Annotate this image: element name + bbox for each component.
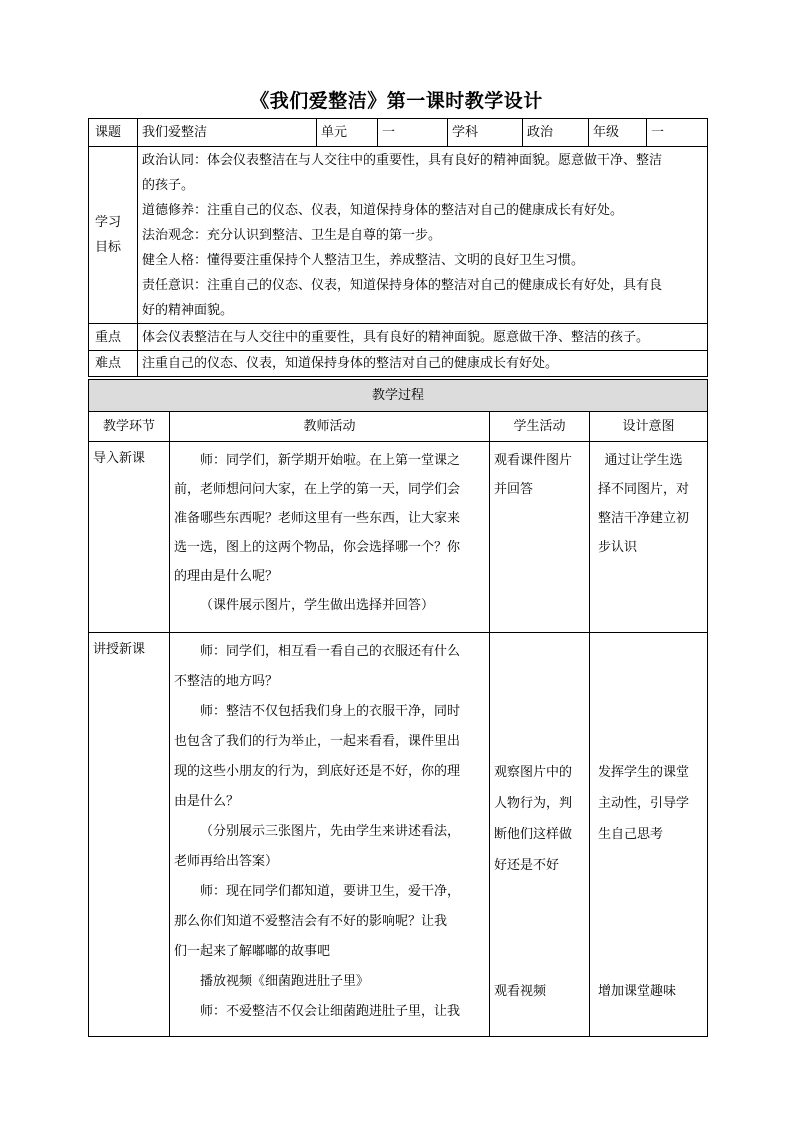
section1-intent	[590, 442, 708, 633]
process-header: 教学过程	[89, 380, 708, 412]
section2-row	[89, 633, 708, 1037]
key-point-label: 重点	[89, 324, 138, 351]
student-line: 好还是不好	[494, 858, 560, 873]
teacher-line: 那么你们知道不爱整洁会有不好的影响呢？让我	[174, 914, 448, 929]
difficulty-row	[89, 351, 708, 377]
teacher-line: 前，老师想问问大家，在上学的第一天，同学们会	[174, 482, 461, 497]
col-intent-header: 设计意图	[590, 412, 708, 442]
section1-stage: 导入新课	[89, 442, 170, 633]
teacher-line: 师：现在同学们都知道，要讲卫生，爱干净，	[200, 884, 461, 899]
teacher-line: 师：同学们，相互看一看自己的衣服还有什么	[200, 644, 461, 659]
column-header-row	[89, 412, 708, 442]
objectives-label-line1: 学习	[95, 215, 122, 230]
header-row	[89, 119, 708, 147]
intent-line: 生自己思考	[598, 827, 664, 842]
section2-teacher	[170, 633, 490, 1037]
intent-line: 择不同图片，对	[598, 482, 690, 497]
spacer	[494, 881, 585, 977]
teacher-line: 选一选，图上的这两个物品，你会选择哪一个？你	[174, 540, 461, 555]
objective-line: 政治认同：体会仪表整洁在与人交往中的重要性，具有良好的精神面貌。愿意做干净、整洁	[142, 152, 663, 168]
teacher-line: 不整洁的地方吗？	[174, 674, 279, 689]
student-line: 并回答	[494, 482, 534, 497]
section2-stage: 讲授新课	[89, 633, 170, 1037]
section2-student	[490, 633, 590, 1037]
key-point-row	[89, 324, 708, 351]
student-line: 观看课件图片	[494, 453, 573, 468]
col-stage-header: 教学环节	[89, 412, 170, 442]
objectives-row	[89, 147, 708, 324]
objective-line: 道德修养：注重自己的仪态、仪表，知道保持身体的整洁对自己的健康成长有好处。	[142, 202, 624, 218]
key-point-text: 体会仪表整洁在与人交往中的重要性，具有良好的精神面貌。愿意做干净、整洁的孩子。	[138, 324, 708, 351]
intent-line: 发挥学生的课堂	[598, 765, 690, 780]
intent-line: 主动性，引导学	[598, 796, 690, 811]
teacher-line: 现的这些小朋友的行为，到底好还是不好，你的理	[174, 764, 461, 779]
student-video: 观看视频	[494, 984, 547, 999]
spacer	[598, 850, 703, 977]
teacher-line: 由是什么？	[174, 794, 240, 809]
teacher-line: 的理由是什么呢？	[174, 569, 279, 584]
topic-value: 我们爱整洁	[138, 119, 317, 147]
subject-value: 政治	[523, 119, 589, 147]
objectives-content	[138, 147, 708, 324]
info-table	[88, 118, 707, 377]
intent-line: 步认识	[598, 540, 638, 555]
teacher-line: 老师再给出答案）	[174, 854, 279, 869]
teacher-line: 师：整洁不仅包括我们身上的衣服干净，同时	[200, 704, 461, 719]
objective-line: 法治观念：充分认识到整洁、卫生是自尊的第一步。	[142, 227, 442, 243]
intent-line: 通过让学生选	[604, 453, 683, 468]
process-table	[88, 379, 707, 1037]
section1-student	[490, 442, 590, 633]
difficulty-text: 注重自己的仪态、仪表，知道保持身体的整洁对自己的健康成长有好处。	[138, 351, 708, 377]
teacher-line: （课件展示图片，学生做出选择并回答）	[200, 598, 435, 613]
page-title: 《我们爱整洁》第一课时教学设计	[250, 90, 543, 112]
objective-line: 的孩子。	[142, 177, 195, 193]
section2-intent	[590, 633, 708, 1037]
student-line: 人物行为，判	[494, 796, 573, 811]
objectives-label	[89, 147, 138, 324]
teacher-line: 也包含了我们的行为举止，一起来看看，课件里出	[174, 734, 461, 749]
spacer	[598, 637, 703, 757]
student-line: 观察图片中的	[494, 765, 573, 780]
unit-label: 单元	[317, 119, 378, 147]
section1-row	[89, 442, 708, 633]
grade-value: 一	[647, 119, 708, 147]
teacher-line: 们一起来了解嘟嘟的故事吧	[174, 944, 331, 959]
subject-label: 学科	[448, 119, 523, 147]
process-header-row	[89, 380, 708, 412]
unit-value: 一	[378, 119, 448, 147]
teacher-line: 播放视频《细菌跑进肚子里》	[200, 974, 370, 989]
objectives-label-line2: 目标	[95, 240, 122, 255]
spacer	[494, 637, 585, 757]
intent-video: 增加课堂趣味	[598, 984, 677, 999]
teacher-line: 师：不爱整洁不仅会让细菌跑进肚子里，让我	[200, 1004, 461, 1019]
col-student-header: 学生活动	[490, 412, 590, 442]
objective-line: 好的精神面貌。	[142, 302, 234, 318]
teacher-line: （分别展示三张图片，先由学生来讲述看法，	[200, 824, 461, 839]
difficulty-label: 难点	[89, 351, 138, 377]
teacher-line: 准备哪些东西呢？老师这里有一些东西，让大家来	[174, 511, 461, 526]
student-line: 断他们这样做	[494, 827, 573, 842]
col-teacher-header: 教师活动	[170, 412, 490, 442]
section1-teacher	[170, 442, 490, 633]
objective-line: 责任意识：注重自己的仪态、仪表，知道保持身体的整洁对自己的健康成长有好处，具有良	[142, 277, 663, 293]
teacher-line: 师：同学们，新学期开始啦。在上第一堂课之	[200, 453, 461, 468]
topic-label: 课题	[89, 119, 138, 147]
intent-line: 整洁干净建立初	[598, 511, 690, 526]
grade-label: 年级	[589, 119, 647, 147]
objective-line: 健全人格：懂得要注重保持个人整洁卫生，养成整洁、文明的良好卫生习惯。	[142, 252, 585, 268]
